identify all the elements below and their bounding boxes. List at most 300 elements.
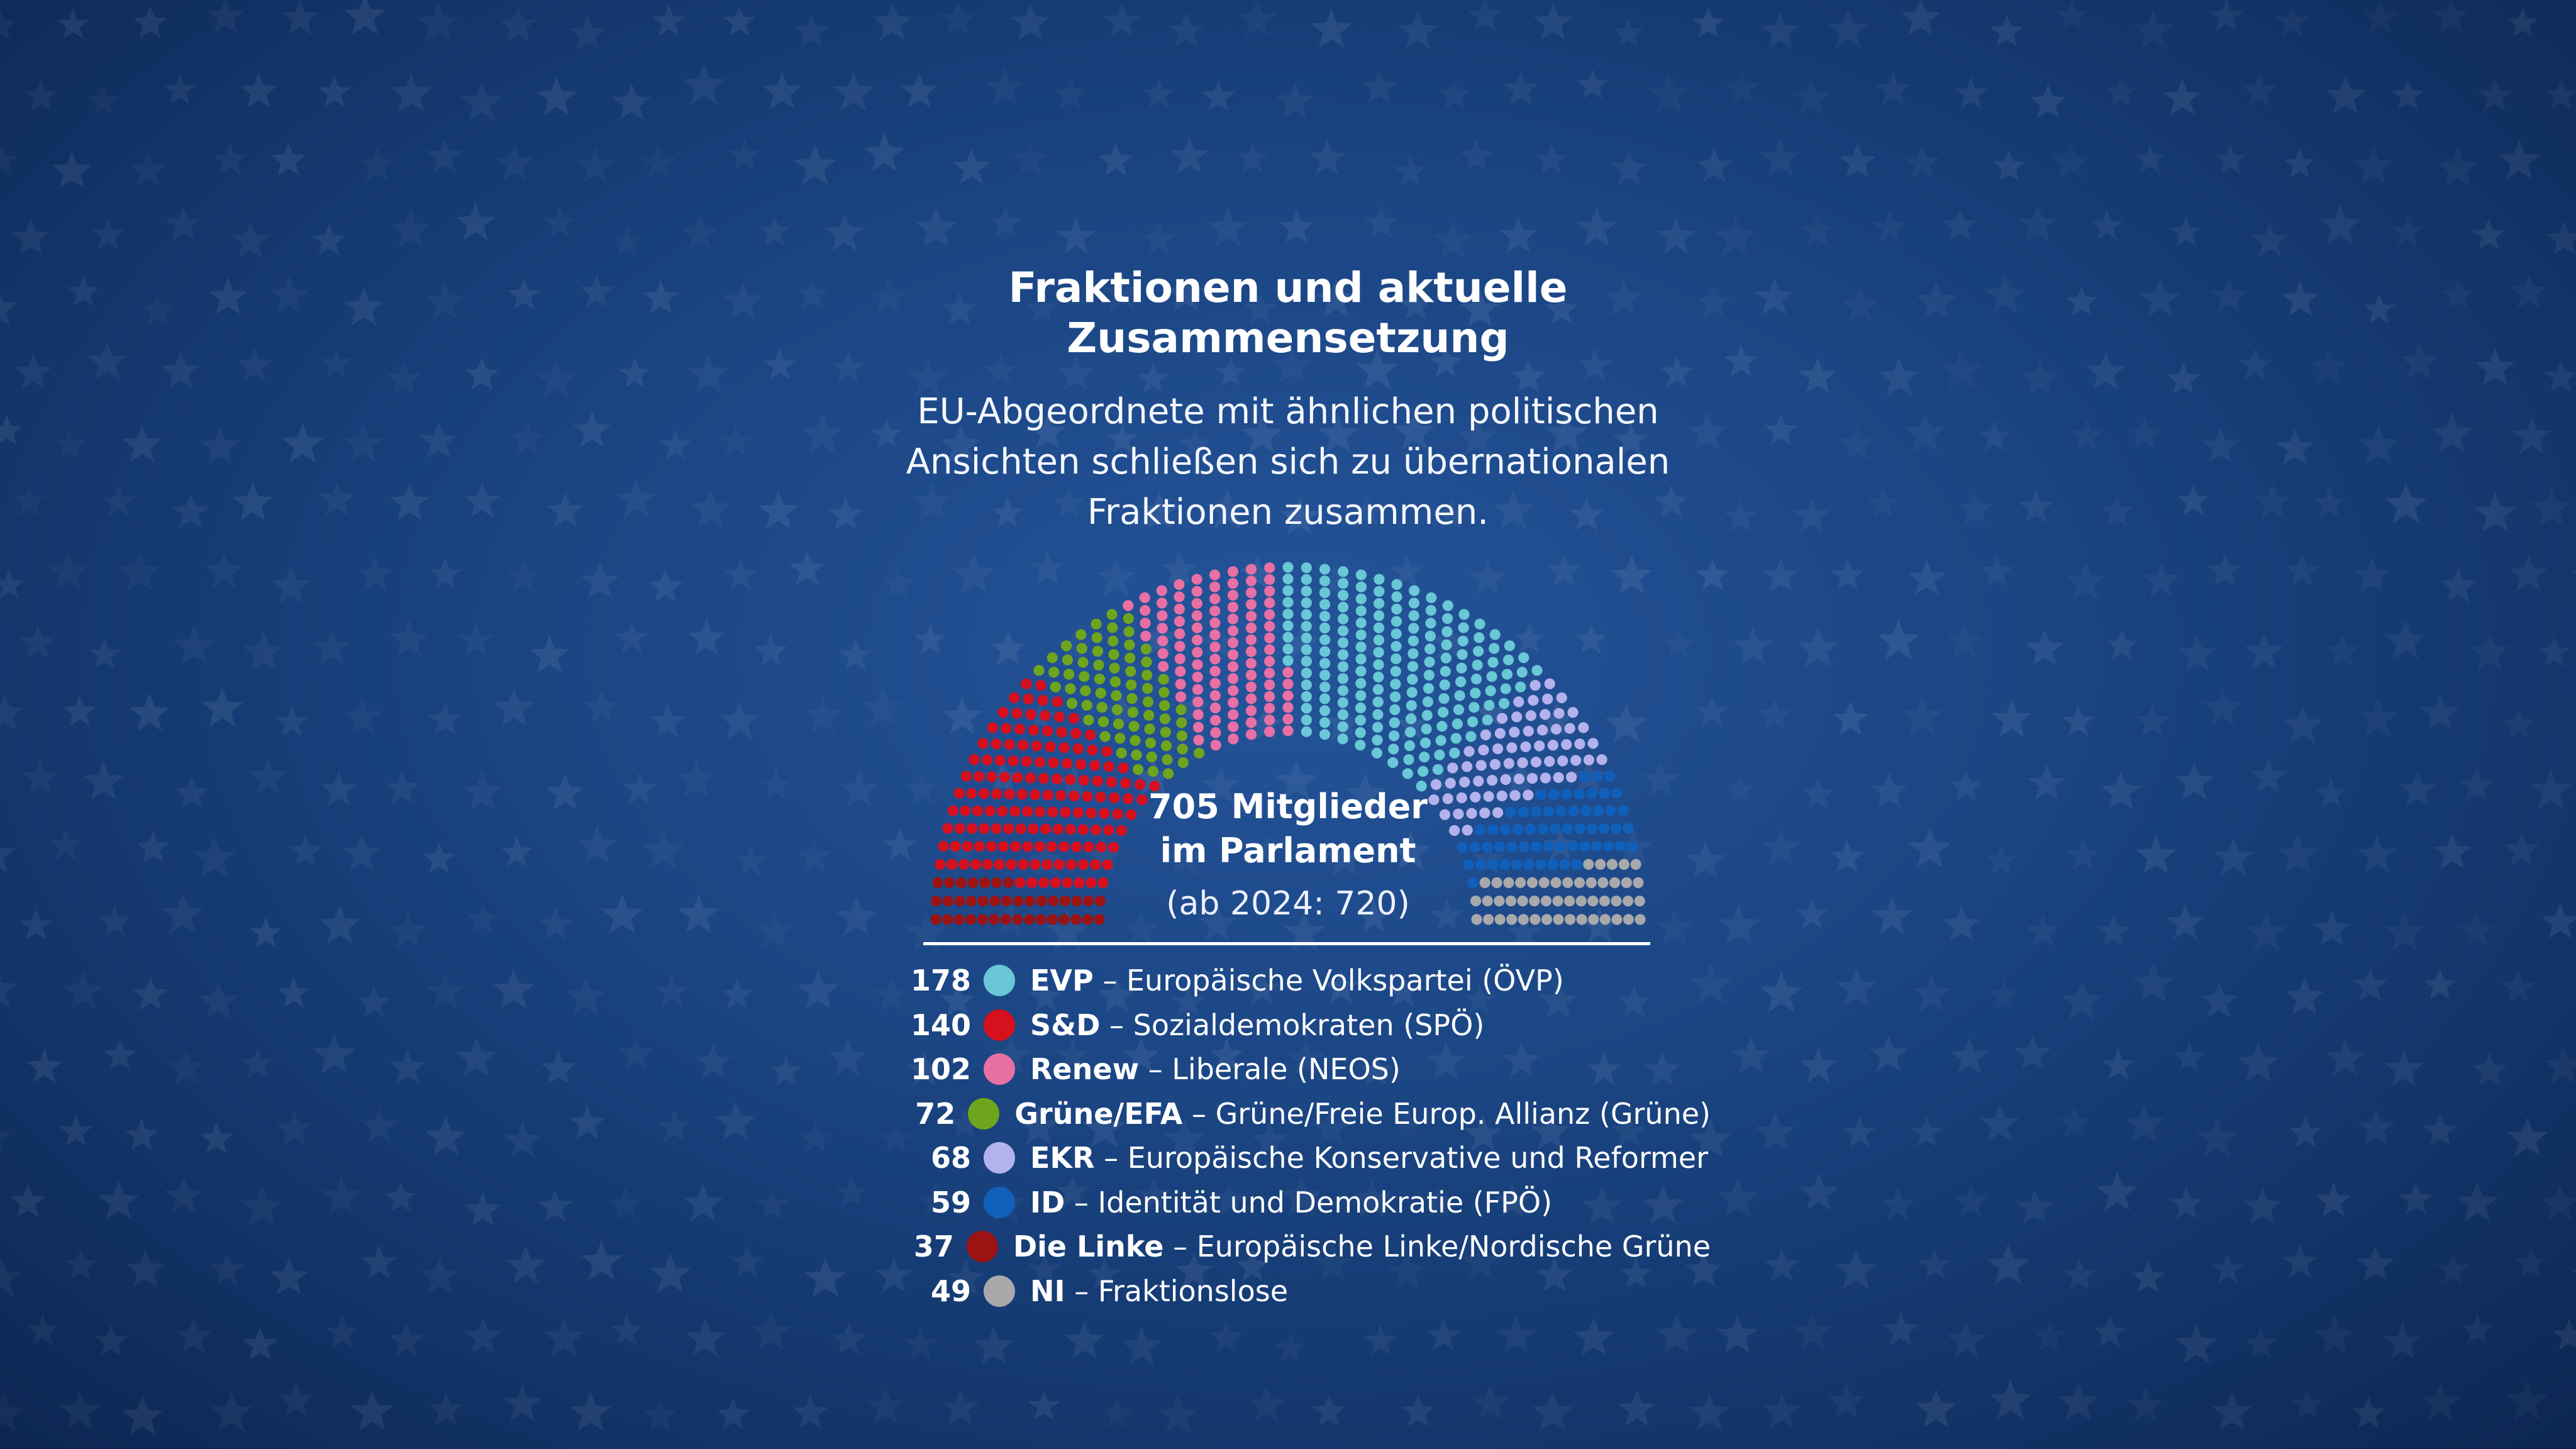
seat-ni [1530, 914, 1540, 924]
seat-evp [1424, 657, 1435, 667]
seat-s-d [1026, 709, 1036, 719]
seat-id [1518, 807, 1529, 818]
seat-s-d [979, 823, 989, 834]
seat-evp [1338, 626, 1348, 636]
seat-renew [1210, 678, 1221, 689]
seat-evp [1455, 677, 1466, 687]
seat-id [1618, 805, 1628, 816]
seat-gr-ne-efa [1144, 724, 1155, 735]
seat-gr-ne-efa [1096, 688, 1106, 699]
seat-evp [1338, 697, 1348, 708]
seat-evp [1355, 702, 1366, 713]
seat-s-d [1065, 774, 1075, 785]
legend-item-renew [893, 1047, 1711, 1092]
seat-ekr [1463, 746, 1474, 757]
seat-id [1505, 807, 1516, 818]
seat-s-d [1085, 730, 1096, 740]
seat-die-linke [978, 896, 989, 906]
seat-renew [1209, 606, 1220, 616]
seat-renew [1228, 661, 1238, 672]
seat-renew [1282, 725, 1293, 736]
seat-ekr [1578, 722, 1589, 733]
seat-evp [1425, 631, 1436, 641]
seat-id [1615, 841, 1626, 852]
legend-divider [923, 942, 1650, 945]
legend-color-dot-icon [967, 1231, 998, 1262]
seat-s-d [947, 859, 957, 870]
seat-s-d [955, 823, 965, 834]
seat-renew [1192, 635, 1202, 645]
seat-die-linke [989, 896, 1000, 906]
seat-s-d [1104, 761, 1114, 772]
seat-evp [1389, 704, 1400, 715]
seat-renew [1174, 628, 1185, 639]
seat-s-d [1010, 841, 1021, 852]
seat-id [1475, 859, 1486, 870]
legend-party-description: – Europäische Linke/Nordische Grüne [1163, 1230, 1711, 1264]
seat-evp [1301, 597, 1312, 608]
seat-gr-ne-efa [1176, 718, 1187, 728]
seat-gr-ne-efa [1160, 713, 1170, 724]
legend-item-evp [893, 958, 1711, 1003]
seat-s-d [1055, 790, 1066, 801]
seat-gr-ne-efa [1159, 700, 1170, 711]
seat-evp [1470, 688, 1480, 699]
seat-evp [1301, 633, 1312, 643]
seat-s-d [1011, 708, 1022, 719]
legend-item-die-linke [893, 1224, 1711, 1269]
seat-gr-ne-efa [1077, 643, 1087, 653]
legend-item-ni [893, 1269, 1711, 1314]
seat-die-linke [989, 914, 999, 924]
seat-renew [1246, 670, 1257, 680]
seat-renew [1174, 616, 1185, 627]
seat-evp [1407, 661, 1418, 672]
seat-s-d [967, 823, 977, 834]
seat-evp [1301, 621, 1312, 631]
seat-renew [1264, 703, 1275, 714]
seat-ekr [1517, 757, 1528, 768]
seat-ni [1595, 859, 1606, 870]
seat-s-d [1074, 877, 1084, 888]
seat-renew [1282, 667, 1293, 678]
seat-ekr [1511, 711, 1522, 722]
seat-s-d [969, 754, 979, 765]
seat-evp [1319, 658, 1330, 669]
seat-die-linke [930, 914, 941, 924]
seat-evp [1374, 647, 1384, 658]
seat-s-d [1071, 841, 1082, 852]
seat-s-d [1035, 757, 1045, 767]
seat-id [1567, 841, 1578, 852]
seat-s-d [943, 823, 953, 834]
seat-renew [1246, 611, 1257, 621]
seat-evp [1458, 623, 1469, 633]
seat-ni [1574, 877, 1585, 888]
seat-ekr [1447, 763, 1458, 774]
seat-renew [1264, 621, 1275, 631]
seat-evp [1474, 632, 1484, 643]
seat-s-d [1043, 790, 1053, 801]
seat-ni [1623, 914, 1634, 924]
seat-evp [1501, 684, 1511, 694]
seat-evp [1438, 693, 1449, 704]
seat-renew [1174, 591, 1185, 602]
legend-seat-count: 68 [930, 1141, 971, 1175]
seat-die-linke [991, 877, 1002, 888]
seat-ni [1483, 914, 1494, 924]
seat-gr-ne-efa [1148, 766, 1158, 777]
seat-s-d [1082, 791, 1092, 802]
seat-gr-ne-efa [1177, 744, 1188, 755]
seat-renew [1157, 610, 1167, 621]
seat-id [1562, 823, 1573, 834]
seat-renew [1228, 673, 1238, 684]
seat-die-linke [956, 877, 967, 888]
seat-s-d [1014, 724, 1025, 735]
seat-renew [1264, 562, 1275, 573]
seat-evp [1355, 666, 1366, 677]
seat-id [1519, 841, 1530, 852]
seat-evp [1403, 754, 1414, 765]
seat-renew [1264, 609, 1275, 620]
seat-renew [1209, 641, 1220, 652]
seat-die-linke [1036, 914, 1046, 924]
seat-s-d [1066, 859, 1077, 870]
legend-label [1030, 1274, 1288, 1308]
seat-evp [1372, 722, 1383, 733]
seat-evp [1425, 618, 1436, 628]
seat-renew [1282, 691, 1293, 701]
seat-gr-ne-efa [1047, 652, 1058, 663]
seat-s-d [1073, 743, 1084, 754]
seat-s-d [1017, 789, 1028, 800]
seat-ni [1553, 914, 1563, 924]
seat-ni [1565, 914, 1575, 924]
seat-evp [1441, 653, 1452, 663]
seat-ni [1503, 877, 1514, 888]
seat-s-d [1062, 877, 1073, 888]
seat-evp [1422, 710, 1433, 721]
seat-s-d [1030, 789, 1040, 800]
seat-id [1543, 806, 1554, 817]
seat-die-linke [942, 914, 953, 924]
seat-ekr [1495, 728, 1506, 739]
seat-evp [1489, 643, 1499, 653]
seat-s-d [1014, 877, 1025, 888]
seat-ekr [1537, 724, 1548, 735]
seat-ni [1631, 859, 1641, 870]
seat-renew [1228, 602, 1238, 613]
seat-ni [1541, 914, 1552, 924]
seat-gr-ne-efa [1091, 619, 1101, 630]
seat-id [1574, 823, 1585, 834]
seat-ekr [1510, 790, 1521, 801]
seat-ekr [1497, 791, 1507, 801]
seat-evp [1282, 574, 1293, 584]
seat-renew [1228, 733, 1238, 744]
seat-die-linke [1003, 877, 1014, 888]
seat-s-d [991, 738, 1002, 749]
seat-evp [1282, 609, 1293, 619]
seat-s-d [1069, 713, 1079, 724]
seat-renew [1246, 717, 1257, 728]
legend-party-abbr: Grüne/EFA [1014, 1096, 1183, 1131]
seat-evp [1338, 566, 1348, 577]
seat-s-d [1069, 791, 1079, 801]
seat-evp [1408, 623, 1419, 633]
seat-evp [1440, 666, 1451, 677]
seat-ni [1577, 914, 1587, 924]
seat-id [1599, 788, 1609, 799]
seat-evp [1338, 614, 1348, 625]
seat-id [1561, 789, 1572, 799]
seat-s-d [977, 738, 988, 748]
seat-renew [1228, 590, 1238, 601]
seat-renew [1123, 600, 1133, 611]
seat-evp [1355, 715, 1366, 726]
seat-gr-ne-efa [1126, 693, 1137, 704]
seat-ekr [1530, 680, 1541, 691]
seat-evp [1356, 606, 1367, 616]
seat-evp [1426, 605, 1436, 616]
seat-s-d [982, 859, 993, 870]
seat-gr-ne-efa [1100, 731, 1111, 742]
seat-ni [1550, 877, 1561, 888]
seat-s-d [994, 859, 1005, 870]
seat-ekr [1542, 694, 1553, 704]
seat-evp [1390, 679, 1401, 689]
seat-ekr [1484, 791, 1494, 802]
seat-ni [1576, 896, 1587, 906]
seat-evp [1482, 714, 1493, 725]
seat-renew [1192, 647, 1202, 658]
seat-renew [1192, 574, 1202, 585]
seat-renew [1192, 697, 1203, 708]
seat-s-d [1101, 746, 1112, 757]
seat-renew [1228, 566, 1238, 577]
seat-renew [1228, 649, 1238, 660]
seat-ekr [1553, 772, 1564, 783]
seat-ekr [1584, 755, 1594, 765]
seat-evp [1338, 637, 1348, 648]
seat-die-linke [1036, 896, 1047, 906]
seat-evp [1319, 646, 1330, 657]
seat-renew [1228, 697, 1238, 708]
seat-evp [1319, 611, 1330, 621]
seat-renew [1157, 636, 1168, 647]
seat-s-d [1045, 741, 1056, 752]
seat-evp [1319, 670, 1330, 680]
subtitle-line-3: Fraktionen zusammen. [1087, 492, 1489, 533]
seat-s-d [972, 806, 983, 816]
seat-gr-ne-efa [1163, 769, 1174, 779]
seat-s-d [966, 788, 977, 799]
seat-evp [1373, 672, 1384, 682]
seat-evp [1282, 655, 1293, 666]
seat-s-d [997, 806, 1008, 816]
seat-renew [1210, 715, 1221, 726]
seat-evp [1389, 718, 1400, 728]
seat-gr-ne-efa [1131, 750, 1142, 760]
seat-renew [1175, 679, 1186, 689]
seat-s-d [1023, 694, 1034, 704]
seat-ni [1635, 896, 1645, 906]
legend-label [1030, 1185, 1552, 1219]
seat-renew [1140, 618, 1151, 628]
seat-renew [1192, 598, 1202, 609]
seat-ekr [1540, 772, 1551, 783]
seat-evp [1374, 635, 1384, 645]
seat-evp [1434, 750, 1445, 760]
seat-s-d [961, 771, 972, 782]
seat-id [1568, 806, 1579, 816]
seat-die-linke [944, 877, 955, 888]
seat-renew [1228, 626, 1238, 636]
legend-color-dot-icon [984, 1187, 1015, 1218]
seat-gr-ne-efa [1177, 730, 1187, 741]
seat-evp [1409, 597, 1419, 608]
seat-s-d [1035, 841, 1045, 852]
seat-evp [1356, 618, 1367, 628]
seat-s-d [1022, 806, 1033, 817]
seat-s-d [1030, 859, 1040, 870]
seat-s-d [1087, 745, 1098, 755]
legend-label [1030, 1008, 1484, 1042]
legend-item-ekr [893, 1136, 1711, 1180]
legend-label [1013, 1230, 1711, 1263]
seat-s-d [954, 788, 965, 799]
seat-evp [1373, 684, 1384, 695]
seat-evp [1319, 587, 1330, 598]
seat-s-d [1075, 759, 1086, 770]
seat-gr-ne-efa [1097, 702, 1108, 713]
seat-renew [1264, 668, 1275, 679]
seat-s-d [995, 755, 1006, 766]
seat-s-d [998, 841, 1009, 852]
seat-ni [1506, 914, 1517, 924]
seat-evp [1391, 579, 1402, 590]
seat-renew [1264, 691, 1275, 702]
seat-renew [1264, 574, 1275, 585]
seat-id [1525, 824, 1536, 835]
seat-renew [1193, 722, 1204, 733]
seat-evp [1373, 697, 1384, 708]
seat-renew [1174, 579, 1184, 590]
seat-id [1592, 771, 1602, 782]
seat-s-d [1009, 692, 1019, 703]
seat-s-d [987, 722, 998, 733]
seat-ekr [1462, 761, 1472, 772]
legend-party-description: – Identität und Demokratie (FPÖ) [1065, 1185, 1553, 1219]
seat-evp [1408, 636, 1419, 647]
seat-renew [1157, 623, 1168, 633]
seat-id [1623, 823, 1633, 834]
members-future-note: (ab 2024: 720) [1166, 885, 1410, 923]
seat-evp [1319, 564, 1330, 575]
seat-gr-ne-efa [1092, 632, 1102, 643]
seat-evp [1372, 709, 1383, 720]
seat-gr-ne-efa [1062, 655, 1073, 665]
seat-id [1579, 841, 1590, 852]
seat-gr-ne-efa [1143, 696, 1153, 707]
seat-evp [1374, 623, 1384, 633]
seat-s-d [1118, 763, 1129, 774]
seat-id [1611, 823, 1621, 834]
seat-renew [1192, 623, 1202, 633]
seat-s-d [1028, 823, 1038, 834]
seat-ekr [1596, 754, 1607, 765]
legend-seat-count: 72 [915, 1096, 956, 1131]
seat-evp [1355, 678, 1366, 689]
seat-ekr [1540, 709, 1550, 719]
seat-ekr [1553, 708, 1564, 719]
seat-renew [1228, 709, 1238, 720]
seat-ni [1506, 896, 1516, 906]
seat-evp [1418, 766, 1428, 777]
seat-die-linke [943, 896, 953, 906]
seat-gr-ne-efa [1142, 683, 1153, 694]
chart-title-line-2: Zusammensetzung [1067, 314, 1509, 362]
seat-ni [1621, 877, 1632, 888]
seat-s-d [1060, 807, 1070, 818]
seat-renew [1192, 610, 1202, 621]
seat-s-d [1079, 775, 1089, 786]
seat-evp [1355, 653, 1366, 664]
seat-s-d [1054, 859, 1065, 870]
seat-renew [1246, 729, 1257, 740]
seat-s-d [986, 772, 997, 782]
seat-evp [1338, 578, 1348, 589]
legend-party-description: – Sozialdemokraten (SPÖ) [1100, 1008, 1485, 1042]
seat-gr-ne-efa [1050, 682, 1061, 692]
seat-ni [1587, 896, 1598, 906]
seat-evp [1301, 609, 1312, 620]
seat-ni [1588, 914, 1599, 924]
legend-party-abbr: ID [1030, 1185, 1065, 1219]
seat-evp [1301, 691, 1312, 702]
seat-evp [1436, 721, 1447, 731]
seat-evp [1319, 729, 1330, 740]
seat-ekr [1514, 774, 1524, 784]
seat-gr-ne-efa [1113, 719, 1124, 730]
seat-id [1587, 823, 1597, 834]
seat-gr-ne-efa [1158, 687, 1169, 697]
seat-gr-ne-efa [1080, 686, 1091, 696]
seat-ni [1480, 877, 1491, 888]
seat-renew [1157, 597, 1167, 608]
seat-evp [1319, 635, 1330, 645]
seat-s-d [1089, 760, 1100, 771]
seat-evp [1356, 570, 1367, 580]
seat-evp [1473, 646, 1484, 657]
seat-ekr [1566, 772, 1577, 782]
seat-renew [1209, 582, 1220, 592]
seat-id [1548, 789, 1559, 800]
seat-renew [1192, 684, 1203, 695]
seat-evp [1319, 694, 1330, 704]
seat-die-linke [977, 914, 988, 924]
legend-color-dot-icon [984, 965, 1015, 996]
seat-gr-ne-efa [1194, 748, 1204, 758]
seat-evp [1441, 640, 1452, 650]
seat-id [1523, 859, 1534, 870]
seat-renew [1282, 714, 1293, 724]
seat-renew [1246, 694, 1257, 704]
seat-id [1611, 788, 1622, 799]
seat-evp [1356, 582, 1367, 592]
seat-ni [1600, 914, 1611, 924]
